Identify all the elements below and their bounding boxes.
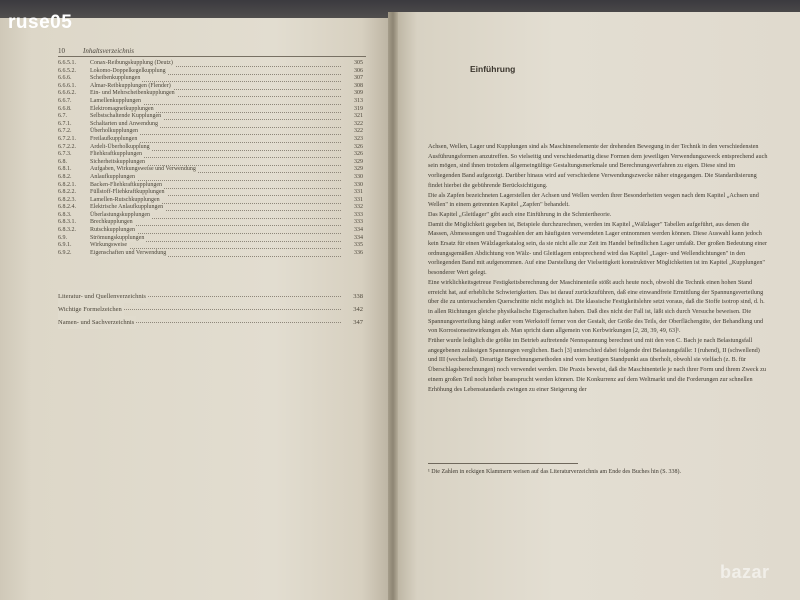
running-head-title: Inhaltsverzeichnis	[83, 47, 134, 55]
toc-entry	[58, 90, 363, 98]
toc-entry	[58, 128, 363, 136]
toc-entry-title: Brechkupplungen	[90, 219, 133, 226]
toc-entry-title: Literatur- und Quellenverzeichnis	[58, 290, 148, 303]
toc-entry-page: 331	[354, 189, 363, 196]
toc-entry-number: 6.7.	[58, 113, 67, 120]
toc-entry	[58, 290, 363, 303]
toc-entry-page: 322	[354, 120, 363, 127]
toc-entry-page: 308	[354, 82, 363, 89]
body-paragraph: Eine wirklichkeitsgetreue Festigkeitsberechnung der Maschinenteile stößt auch heute noch, obwohl die Technik einen hohen Stand erreicht hat, auf erhebliche Schwierigkeiten. Das ist darauf zurückzuführen, daß eine einwandfreie Ermittlung der Spannungsverteilung über die zu untersuchenden Querschnitte nicht möglich ist. Die klassische Festigkeitslehre setzt voraus, daß die Stoffe isotrop sind, d. h. in allen Richtungen gleiche physikalische Eigenschaften haben. Daß dies nicht der Fall ist, läßt sich durch Versuche beweisen. Die Spannungsverteilung hängt außer vom Werkstoff ferner von der Gestalt, der Größe des Teils, der Oberflächengüte, der Behandlung und von Korrosionseinwirkungen ab. Man spricht dann allgemein von Kerbwirkungen [2, 28, 39, 49, 63]¹.	[428, 278, 765, 335]
body-paragraph: Das Kapitel „Gleitlager" gibt auch eine Einführung in die Schmiertheorie.	[428, 210, 612, 218]
body-text	[428, 142, 768, 394]
toc-entry	[58, 151, 363, 159]
toc-appendix	[58, 290, 363, 329]
toc-entry-number: 6.7.2.	[58, 128, 72, 135]
toc-leader	[92, 242, 341, 249]
toc-entry	[58, 166, 363, 174]
toc-entry-title: Elektromagnetkupplungen	[90, 105, 154, 112]
toc-entry-number: 6.9.	[58, 234, 67, 241]
toc-entry-number: 6.8.2.2.	[58, 189, 76, 196]
toc-entry-number: 6.6.5.2.	[58, 67, 76, 74]
body-paragraph: Die als Zapfen bezeichneten Lagerstellen der Achsen und Wellen werden ihrer Besonderheiten wegen nach dem Kapitel „Achsen und Wellen" in einem getrennten Kapitel „Zapfen" behandelt.	[428, 191, 759, 209]
toc-entry-number: 6.7.1.	[58, 120, 72, 127]
toc-entry-number: 6.7.3.	[58, 151, 72, 158]
toc-entry-title: Lamellen-Rutschkupplungen	[90, 196, 160, 203]
toc-entry-title: Almar-Reibkupplungen (Flender)	[90, 82, 171, 89]
toc-entry	[58, 212, 363, 220]
toc-entry-page: 331	[354, 196, 363, 203]
toc-entry-page: 313	[354, 97, 363, 104]
toc-entry	[58, 204, 363, 212]
toc-entry-title: Wirkungsweise	[90, 242, 128, 249]
toc-entry-page: 322	[354, 128, 363, 135]
book-gutter	[388, 12, 398, 600]
toc-entry-title: Selbstschaltende Kupplungen	[90, 113, 162, 120]
toc-entry	[58, 235, 363, 243]
toc-entry-number: 6.6.7.	[58, 97, 72, 104]
toc-entry	[58, 219, 363, 227]
toc-entry-page: 347	[353, 319, 363, 326]
toc-entry-page: 326	[354, 151, 363, 158]
body-paragraph: Achsen, Wellen, Lager und Kupplungen sind als Maschinenelemente der drehenden Bewegung in der Technik in den verschiedensten Ausführungsformen anzutreffen. So vielseitig und verschiedenartig diese Formen dem jeweiligen Verwendungszweck entsprechend auch sein mögen, sind ihnen trotzdem allgemeingültige Gestaltungsmerkmale und Berechnungsverfahren zu eigen. Diese sind im vorliegenden Band aufgezeigt. Darüber hinaus wird auf verschiedene Verwendungszwecke näher eingegangen. Die Standardisierung findet hierbei die gebührende Berücksichtigung.	[428, 143, 768, 189]
toc-entry-title: Lokomo-Doppelkegelkupplung	[90, 67, 166, 74]
toc-entry-page: 306	[354, 67, 363, 74]
toc-entry-title: Wichtige Formelzeichen	[58, 303, 124, 316]
toc-entry-number: 6.6.6.1.	[58, 82, 76, 89]
toc-entry	[58, 174, 363, 182]
toc-entry	[58, 182, 363, 190]
toc-entry-page: 305	[354, 60, 363, 66]
toc-entry-number: 6.8.2.	[58, 173, 72, 180]
seller-watermark: ruse05	[8, 12, 73, 33]
toc-entry-page: 334	[354, 227, 363, 234]
toc-entry	[58, 250, 363, 258]
toc-entry-title: Rutschkupplungen	[90, 227, 135, 234]
toc-entry-page: 330	[354, 181, 363, 188]
toc-entry	[58, 303, 363, 316]
toc-entry-title: Schaltarten und Anwendung	[90, 120, 158, 127]
toc-entry-page: 307	[354, 75, 363, 82]
toc-entry-number: 6.8.3.1.	[58, 219, 76, 226]
toc-entry	[58, 60, 363, 68]
toc-entry	[58, 227, 363, 235]
toc-entry	[58, 98, 363, 106]
page-number: 10	[58, 47, 65, 55]
toc-entry-page: 329	[354, 166, 363, 173]
toc-entry-page: 332	[354, 204, 363, 211]
toc-entry	[58, 68, 363, 76]
toc-entry-page: 336	[354, 249, 363, 256]
toc-entry-number: 6.7.2.1.	[58, 135, 76, 142]
toc-entry-number: 6.8.3.	[58, 211, 72, 218]
toc-entry	[58, 189, 363, 197]
toc-entry-page: 319	[354, 105, 363, 112]
header-rule	[58, 56, 366, 57]
body-paragraph: Früher wurde lediglich die größte im Betrieb auftretende Nennspannung berechnet und mit den von C. Bach je nach Belastungsfall angegebenen zulässigen Spannungen verglichen. Bach [3] unterschied dabei folgende drei Belastungsfälle: I (ruhend), II (schwellend) und III (wechselnd). Derartige Berechnungsmethoden sind vom heutigen Standpunkt aus überholt, obwohl sie vielfach (z. B. für Überschlagsberechnungen) noch verwendet werden. Die Praxis beweist, daß die Maschinenteile je nach ihrer Form und ihrem Zweck zu einem großen Teil noch höher beansprucht werden können. Die Konkurrenz auf dem Weltmarkt und die Forderungen zur schnellen Erhöhung des Lebensstandards zwingen zu einer Steigerung der	[428, 337, 766, 393]
toc-entry-title: Strömungskupplungen	[90, 234, 145, 241]
bazar-watermark: bazar	[720, 562, 770, 582]
toc-entry-title: Überholkupplungen	[90, 128, 138, 135]
toc-entry-title: Aufgaben, Wirkungsweise und Verwendung	[90, 166, 196, 173]
toc-entry-title: Überlastungskupplungen	[90, 211, 150, 218]
toc-entry-page: 326	[354, 143, 363, 150]
toc-entry	[58, 75, 363, 83]
toc-entry-title: Anlaufkupplungen	[90, 173, 135, 180]
toc-entry-page: 342	[353, 306, 363, 313]
toc-entry-number: 6.6.6.	[58, 75, 72, 82]
toc-entry-title: Backen-Fliehkraftkupplungen	[90, 181, 162, 188]
toc-entry-number: 6.8.2.4.	[58, 204, 76, 211]
table-of-contents	[58, 60, 363, 257]
toc-entry-page: 333	[354, 211, 363, 218]
toc-entry-number: 6.8.3.2.	[58, 227, 76, 234]
toc-entry-title: Namen- und Sachverzeichnis	[58, 316, 136, 329]
toc-entry-number: 6.6.8.	[58, 105, 72, 112]
toc-entry-title: Ein- und Mehrscheibenkupplungen	[90, 90, 175, 97]
footnote-rule	[428, 463, 578, 464]
chapter-title: Einführung	[470, 64, 516, 74]
toc-entry-number: 6.7.2.2.	[58, 143, 76, 150]
toc-entry-page: 338	[353, 293, 363, 300]
toc-entry-number: 6.6.6.2.	[58, 90, 76, 97]
toc-entry	[58, 113, 363, 121]
toc-entry-page: 333	[354, 219, 363, 226]
toc-entry-page: 334	[354, 234, 363, 241]
toc-entry-number: 6.8.1.	[58, 166, 72, 173]
toc-entry-title: Fliehkraftkupplungen	[90, 151, 142, 158]
toc-entry-page: 309	[354, 90, 363, 97]
toc-entry-page: 323	[354, 135, 363, 142]
toc-entry	[58, 144, 363, 152]
toc-entry-title: Elektrische Anlaufkupplungen	[90, 204, 164, 211]
toc-entry-title: Füllstoff-Fliehkraftkupplungen	[90, 189, 165, 196]
toc-entry-number: 6.9.2.	[58, 249, 72, 256]
toc-entry-title: Lamellenkupplungen	[90, 97, 141, 104]
toc-entry-title: Scheibenkupplungen	[90, 75, 141, 82]
toc-entry-number: 6.9.1.	[58, 242, 72, 249]
toc-entry	[58, 242, 363, 250]
toc-entry-page: 321	[354, 113, 363, 120]
toc-entry-page: 335	[354, 242, 363, 249]
toc-entry	[58, 316, 363, 329]
toc-entry-number: 6.8.2.1.	[58, 181, 76, 188]
toc-entry-page: 329	[354, 158, 363, 165]
toc-entry-title: Sicherheitskupplungen	[90, 158, 145, 165]
toc-entry-number: 6.6.5.1.	[58, 60, 76, 66]
toc-entry-title: Eigenschaften und Verwendung	[90, 249, 167, 256]
toc-entry-title: Freilaufkupplungen	[90, 135, 138, 142]
toc-entry	[58, 136, 363, 144]
toc-entry-number: 6.8.	[58, 158, 67, 165]
toc-entry-number: 6.8.2.3.	[58, 196, 76, 203]
toc-entry	[58, 106, 363, 114]
footnote: ¹ Die Zahlen in eckigen Klammern weisen auf das Literaturverzeichnis am Ende des Buches hin (S. 338).	[428, 469, 682, 475]
body-paragraph: Damit die Möglichkeit gegeben ist, Beispiele durchzurechnen, werden im Kapitel „Wälzlager" Tabellen aufgeführt, aus denen die Massen, Abmessungen und Tragzahlen der am häufigsten verwendeten Lager entnommen werden können. Diese Auswahl kann jedoch kein Ersatz für einen Wälzlagerkatalog sein, da sie nicht alle zur Zeit im Handel befindlichen Lager umfaßt. Der großen Bedeutung einer ordnungsgemäßen Abdichtung von Wälz- und Gleitlagern entsprechend wird das Kapitel „Lager- und Wellendichtungen" in den vorliegenden Band mit aufgenommen. Auf eine Darstellung der Vielseitigkeit konstruktiver Möglichkeiten ist im Kapitel „Kupplungen" besonderer Wert gelegt.	[428, 220, 768, 277]
toc-entry	[58, 83, 363, 91]
toc-entry-title: Ardelt-Überholkupplung	[90, 143, 150, 150]
toc-entry-page: 330	[354, 173, 363, 180]
toc-entry-title: Conax-Reibungskupplung (Deutz)	[90, 60, 173, 66]
